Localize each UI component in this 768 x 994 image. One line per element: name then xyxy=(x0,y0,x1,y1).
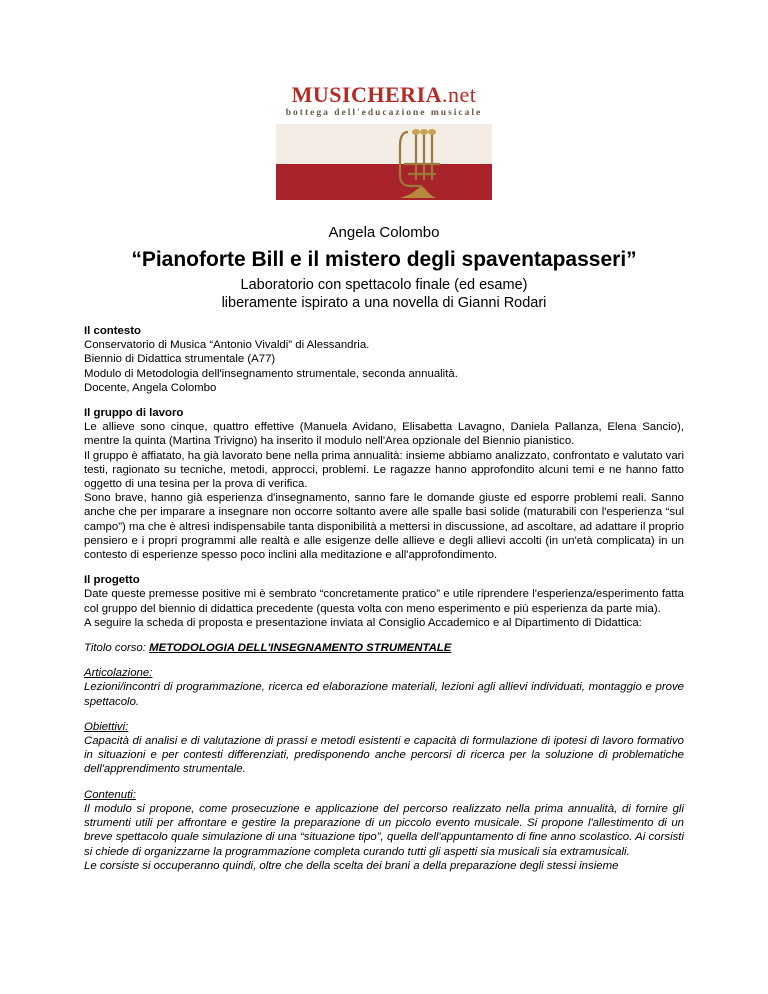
text-line: Docente, Angela Colombo xyxy=(84,381,217,394)
paragraph: Date queste premesse positive mi è sembrato “concretamente pratico” e utile riprendere l'esperienza/esperimento fatta col gruppo del biennio di didattica precedente (questa volta con meno esperimento e più esperienza da parte mia). xyxy=(84,588,684,615)
text-line: Conservatorio di Musica “Antonio Vivaldi” di Alessandria. xyxy=(84,339,370,352)
paragraph: Lezioni/incontri di programmazione, ricerca ed elaborazione materiali, lezioni agli allievi individuati, montaggio e prove spettacolo. xyxy=(84,681,684,708)
paragraph: A seguire la scheda di proposta e presentazione inviata al Consiglio Accademico e al Dipartimento di Didattica: xyxy=(84,616,642,629)
section-articolazione xyxy=(84,666,684,709)
section-progetto xyxy=(84,573,684,630)
section-heading: Il contesto xyxy=(84,325,141,337)
text-line: Modulo di Metodologia dell'insegnamento strumentale, seconda annualità. xyxy=(84,367,458,380)
author-name: Angela Colombo xyxy=(328,224,440,241)
text-line: Biennio di Didattica strumentale (A77) xyxy=(84,353,276,366)
paragraph: Sono brave, hanno già esperienza d'insegnamento, sanno fare le domande giuste ed esporre problemi reali. Sanno anche che per imparare a insegnare non occorre soltanto avere alle spalle basi solide (maturabili con l'esperienza “sul campo”) ma che è altresì indispensabile tanta disponibilità a mettersi in discussione, ad ascoltare, ad adattare il proprio pensiero e i propri programmi alle realtà e alle esigenze delle allieve e degli allievi accolti (in un'età complicata) in un contesto di esperienze spesso poco inclini alla meditazione e all'approfondimento. xyxy=(84,492,684,562)
paragraph: Capacità di analisi e di valutazione di prassi e metodi esistenti e capacità di formulazione di ipotesi di lavoro formativo in situazioni e per contesti differenziati, predisponendo anche percorsi di ricerca per la soluzione di problematiche dell'apprendimento strumentale. xyxy=(84,735,684,776)
course-title: Titolo corso: METODOLOGIA DELL'INSEGNAMENTO STRUMENTALE xyxy=(84,642,452,655)
document-title: “Pianoforte Bill e il mistero degli spaventapasseri” xyxy=(131,248,637,271)
section-gruppo xyxy=(84,406,684,562)
logo-tagline: bottega dell'educazione musicale xyxy=(285,108,483,118)
paragraph: Il modulo si propone, come prosecuzione e applicazione del percorso realizzato nella prima annualità, di fornire gli strumenti utili per affrontare e gestire la preparazione di un piccolo evento musicale. Si propone l'allestimento di un breve spettacolo quale simulazione di una “situazione tipo”, quella dell'appuntamento di fine anno scolastico. Ai corsisti si chiede di organizzarne la programmazione completa curando tutti gli aspetti sia musicali sia extramusicali. xyxy=(84,802,684,858)
document-body xyxy=(84,324,684,884)
course-title-value: METODOLOGIA DELL'INSEGNAMENTO STRUMENTALE xyxy=(149,642,452,655)
section-obiettivi xyxy=(84,720,684,777)
trumpet-banner-image xyxy=(276,124,492,200)
paragraph: Le allieve sono cinque, quattro effettive (Manuela Avidano, Elisabetta Lavagno, Daniela Pallanza, Elena Sancio), mentre la quinta (Martina Trivigno) ha inserito il modulo nell'Area opzionale del Biennio pianistico. xyxy=(84,421,684,448)
section-contesto xyxy=(84,324,684,395)
document-subtitle: Laboratorio con spettacolo finale (ed esame) liberamente ispirato a una novella di Gianni Rodari xyxy=(221,277,547,311)
field-label: Obiettivi: xyxy=(84,720,129,733)
section-contenuti xyxy=(84,788,684,873)
section-heading: Il progetto xyxy=(84,574,140,587)
section-heading: Il gruppo di lavoro xyxy=(84,407,184,420)
paragraph: Il gruppo è affiatato, ha già lavorato bene nella prima annualità: insieme abbiamo analizzato, confrontato e valutato vari testi, ragionato su tecniche, metodi, approcci, problemi. Le ragazze hanno approfondito alcuni temi e ne hanno fatto oggetto di una tesina per la prova di verifica. xyxy=(84,449,684,491)
logo-wordmark: MUSICHERIA.net xyxy=(291,82,477,107)
field-label: Contenuti: xyxy=(84,788,136,801)
paragraph: Le corsiste si occuperanno quindi, oltre che della scelta dei brani a della preparazione degli stessi insieme xyxy=(84,859,619,872)
site-logo[interactable] xyxy=(0,82,768,118)
field-label: Articolazione: xyxy=(84,667,153,680)
trumpet-icon xyxy=(276,124,492,200)
